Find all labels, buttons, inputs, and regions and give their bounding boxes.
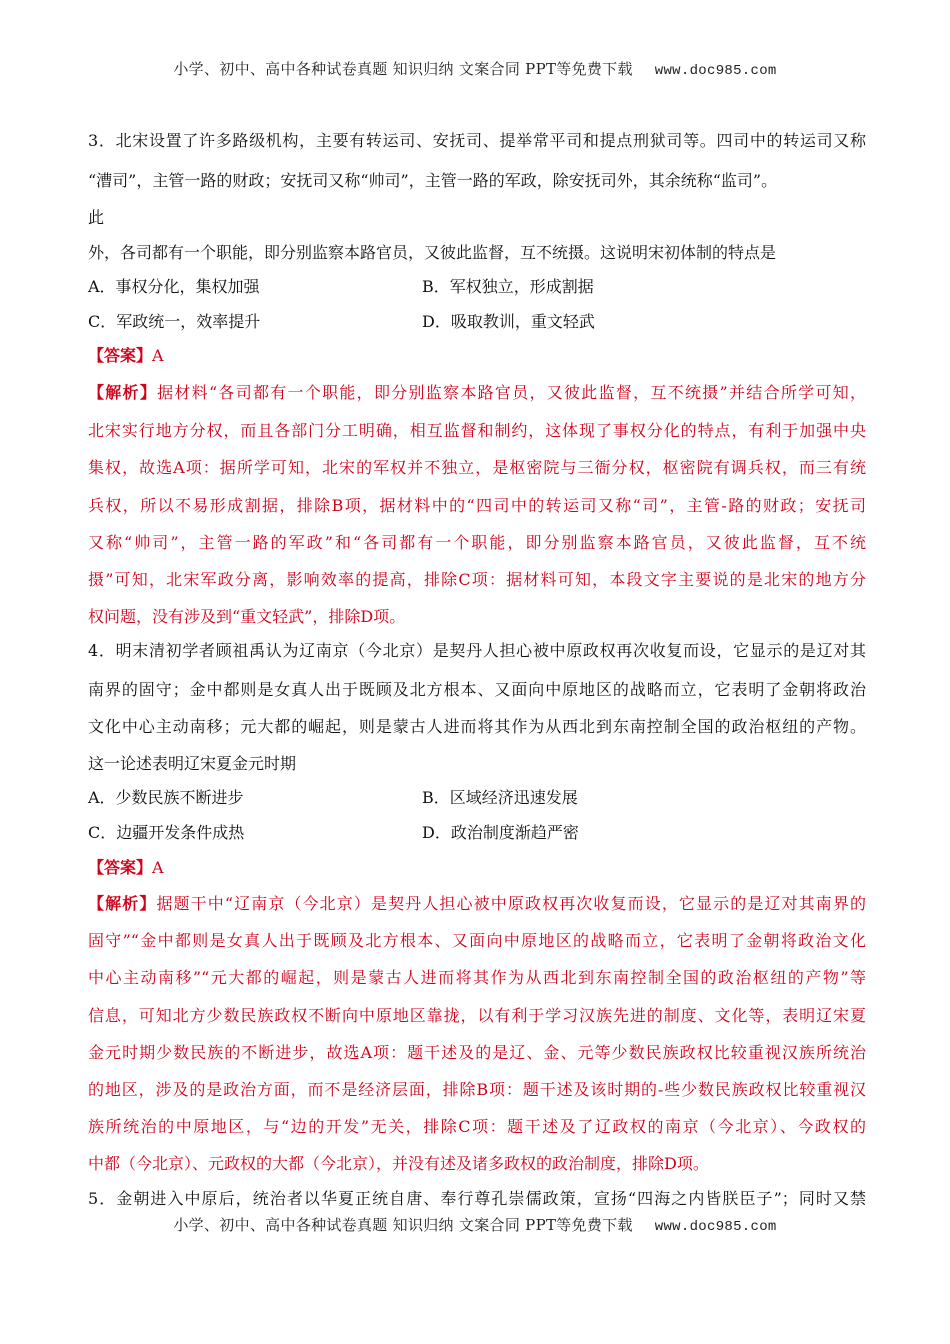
q4-analysis-line: 的地区，涉及的是政治方面，而不是经济层面，排除B项：题干述及该时期的-些少数民族政权比较重视汉: [88, 1080, 866, 1099]
q3-analysis-line: 集权，故选A项：据所学可知，北宋的军权并不独立，是枢密院与三衙分权，枢密院有调兵权，而三有统: [88, 458, 866, 477]
q3-analysis-line: [88, 382, 866, 404]
footer-url[interactable]: www.doc985.com: [654, 1219, 777, 1235]
q4-analysis-line: 信息，可知北方少数民族政权不断向中原地区靠拢，以有利于学习汉族先进的制度、文化等，表明辽宋夏: [88, 1006, 866, 1025]
q3-analysis-line: 又称“帅司”，主管一路的军政”和“各司都有一个职能，即分别监察本路官员，又彼此监督，互不统: [88, 533, 866, 552]
analysis-label: 【解析】: [88, 894, 157, 913]
page-footer: [0, 1214, 950, 1235]
q4-option-b: B．区域经济迅速发展: [422, 788, 578, 807]
q5-stem-line: 5．金朝进入中原后，统治者以华夏正统自唐、奉行尊孔崇儒政策，宣扬“四海之内皆朕臣子”；同时又禁: [88, 1189, 866, 1208]
q3-option-d: D．吸取教训，重文轻武: [422, 312, 595, 331]
q4-analysis-line: 金元时期少数民族的不断进步，故选A项：题干述及的是辽、金、元等少数民族政权比较重视汉族所统治: [88, 1043, 866, 1062]
q3-answer: [88, 345, 866, 367]
answer-label: 【答案】: [88, 858, 153, 877]
q3-option-b: B．军权独立，形成割据: [422, 277, 594, 296]
q4-stem-line: 这一论述表明辽宋夏金元时期: [88, 754, 297, 773]
q4-answer: [88, 857, 866, 879]
q4-option-c: C．边疆开发条件成热: [88, 823, 245, 842]
header-text: 小学、初中、高中各种试卷真题 知识归纳 文案合同 PPT等免费下载: [173, 60, 633, 78]
answer-value: A: [152, 346, 164, 365]
header-url[interactable]: www.doc985.com: [654, 63, 777, 79]
q4-analysis-line: 族所统治的中原地区，与“边的开发”无关，排除C项：题干述及了辽政权的南京（今北京）、今政权的: [88, 1117, 866, 1136]
q3-analysis-line: 北宋实行地方分权，而且各部门分工明确，相互监督和制约，这体现了事权分化的特点，有利于加强中央: [88, 421, 866, 440]
analysis-text: 据材料“各司都有一个职能，即分别监察本路官员，又彼此监督，互不统摄”并结合所学可知，: [157, 383, 866, 402]
q4-option-a: A．少数民族不断进步: [88, 788, 244, 807]
q4-stem-line: 4．明末清初学者顾祖禹认为辽南京（今北京）是契丹人担心被中原政权再次收复而设，它显示的是辽对其: [88, 641, 866, 660]
q3-stem-line: 3．北宋设置了许多路级机构，主要有转运司、安抚司、提举常平司和提点刑狱司等。四司中的转运司又称: [88, 131, 866, 150]
q3-option-a: A．事权分化，集权加强: [88, 277, 260, 296]
q4-option-d: D．政治制度渐趋严密: [422, 823, 579, 842]
answer-label: 【答案】: [88, 346, 153, 365]
page-header: [0, 58, 950, 79]
q4-stem-line: 文化中心主动南移；元大都的崛起，则是蒙古人进而将其作为从西北到东南控制全国的政治枢纽的产物。: [88, 717, 866, 736]
q3-stem-line: “漕司”，主管一路的财政；安抚司又称“帅司”，主管一路的军政，除安抚司外，其余统称“监司”。: [88, 171, 778, 190]
q3-analysis-line: 权问题，没有涉及到“重文轻武”，排除D项。: [88, 607, 406, 626]
answer-value: A: [152, 858, 164, 877]
analysis-text: 据题干中“辽南京（今北京）是契丹人担心被中原政权再次收复而设，它显示的是辽对其南界的: [156, 894, 866, 913]
q3-analysis-line: 兵权，所以不易形成割据，排除B项，据材料中的“四司中的转运司又称“司”，主管-路的财政；安抚司: [88, 496, 866, 515]
q4-analysis-line: [88, 893, 866, 915]
q3-stem-line: 此: [88, 208, 105, 227]
q3-analysis-line: 摄”可知，北宋军政分离，影响效率的提高，排除C项：据材料可知，本段文字主要说的是北宋的地方分: [88, 570, 866, 589]
q3-stem-line: 外，各司都有一个职能，即分别监察本路官员，又彼此监督，互不统摄。这说明宋初体制的特点是: [88, 243, 777, 262]
q4-analysis-line: 中心主动南移”“元大都的崛起，则是蒙古人进而将其作为从西北到东南控制全国的政治枢纽的产物”等: [88, 968, 866, 987]
q4-analysis-line: 固守”“金中都则是女真人出于既顾及北方根本、又面向中原地区的战略而立，它表明了金朝将政治文化: [88, 931, 866, 950]
q3-option-c: C．军政统一，效率提升: [88, 312, 261, 331]
analysis-label: 【解析】: [88, 383, 158, 402]
q4-stem-line: 南界的固守；金中都则是女真人出于既顾及北方根本、又面向中原地区的战略而立，它表明了金朝将政治: [88, 680, 866, 699]
q4-analysis-line: 中都（今北京）、元政权的大都（今北京），并没有述及诸多政权的政治制度，排除D项。: [88, 1154, 709, 1173]
footer-text: 小学、初中、高中各种试卷真题 知识归纳 文案合同 PPT等免费下载: [173, 1216, 633, 1234]
